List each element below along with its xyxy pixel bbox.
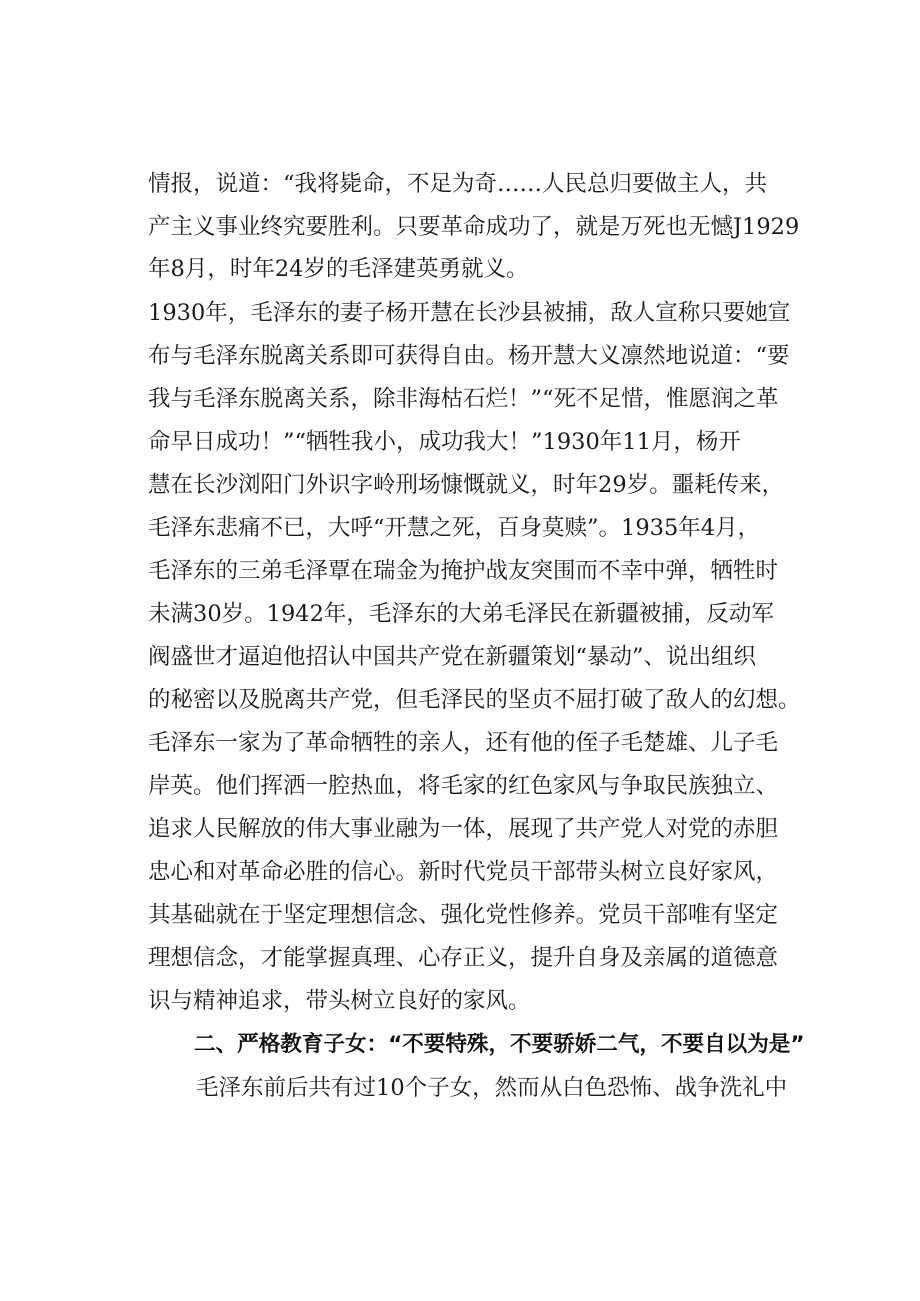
body-line-5: 布与毛泽东脱离关系即可获得自由。杨开慧大义凛然地说道：“要 (148, 343, 790, 369)
body-line-4: 1930年，毛泽东的妻子杨开慧在长沙县被捕，敌人宣称只要她宣 (148, 300, 791, 326)
body-line-19: 理想信念，才能掌握真理、心存正义，提升自身及亲属的道德意 (148, 945, 779, 971)
body-line-12: 阀盛世才逼迫他招认中国共产党在新疆策划“暴动”、说出组织 (148, 644, 757, 670)
body-line-11: 未满30岁。1942年，毛泽东的大弟毛泽民在新疆被捕，反动军 (148, 601, 774, 627)
body-line-9: 毛泽东悲痛不已，大呼“开慧之死，百身莫赎”。1935年4月， (148, 515, 761, 541)
section-heading: 二、严格教育子女：“不要特殊，不要骄娇二气，不要自以为是” (194, 1032, 805, 1057)
body-line-18: 其基础就在于坚定理想信念、强化党性修养。党员干部唯有坚定 (148, 902, 779, 928)
body-line-15: 岸英。他们挥洒一腔热血，将毛家的红色家风与争取民族独立、 (148, 773, 779, 799)
section-first-line: 毛泽东前后共有过10个子女，然而从白色恐怖、战争洗礼中 (196, 1075, 788, 1101)
body-line-3: 年8月，时年24岁的毛泽建英勇就义。 (148, 256, 529, 282)
body-line-16: 追求人民解放的伟大事业融为一体，展现了共产党人对党的赤胆 (148, 816, 779, 842)
body-line-14: 毛泽东一家为了革命牺牲的亲人，还有他的侄子毛楚雄、儿子毛 (148, 730, 779, 756)
body-line-17: 忠心和对革命必胜的信心。新时代党员干部带头树立良好家风， (148, 859, 779, 885)
body-line-10: 毛泽东的三弟毛泽覃在瑞金为掩护战友突围而不幸中弹，牺牲时 (148, 558, 779, 584)
body-line-7: 命早日成功！”“牺牲我小，成功我大！”1930年11月，杨开 (148, 429, 741, 455)
body-line-6: 我与毛泽东脱离关系，除非海枯石烂！”“死不足惜，惟愿润之革 (148, 386, 779, 412)
body-line-8: 慧在长沙浏阳门外识字岭刑场慷慨就义，时年29岁。噩耗传来， (148, 472, 785, 498)
body-line-13: 的秘密以及脱离共产党，但毛泽民的坚贞不屈打破了敌人的幻想。 (148, 687, 801, 713)
body-line-1: 情报，说道：“我将毙命，不足为奇……人民总归要做主人，共 (148, 171, 768, 197)
body-line-2: 产主义事业终究要胜利。只要革命成功了，就是万死也无憾J1929 (148, 214, 800, 240)
body-line-20: 识与精神追求，带头树立良好的家风。 (148, 988, 531, 1014)
